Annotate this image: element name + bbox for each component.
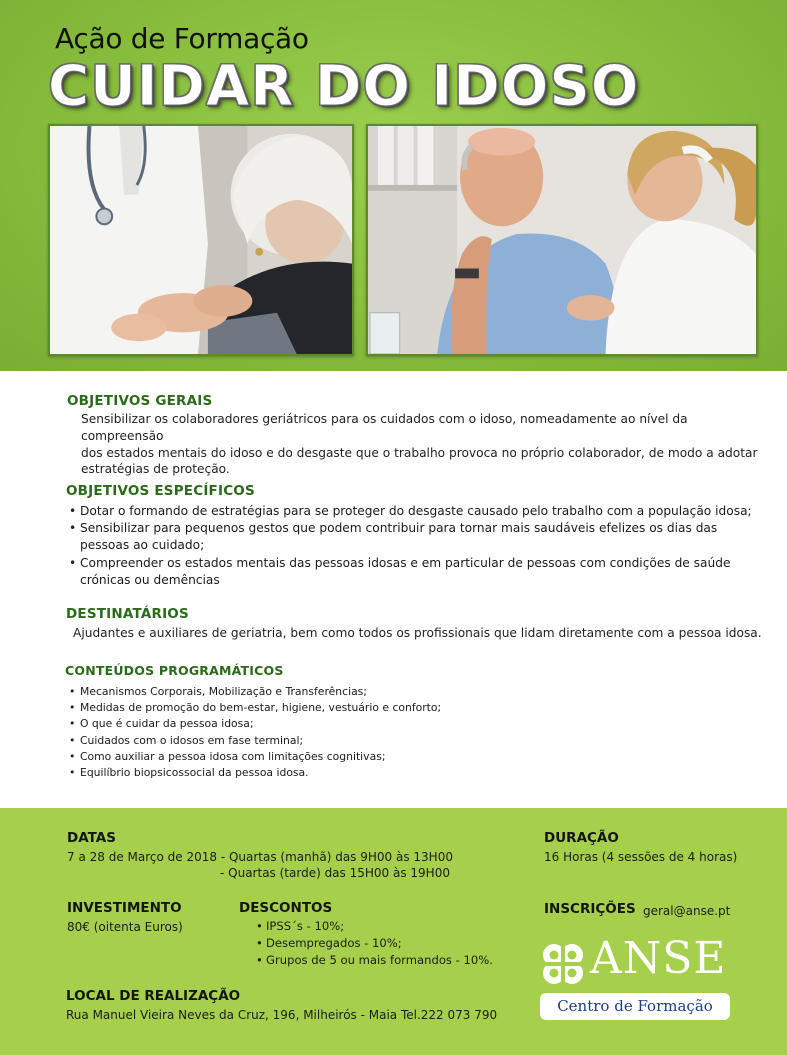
list-item: • Dotar o formando de estratégias para se proteger do desgaste causado pelo trabalho com a população idosa;: [80, 503, 770, 520]
list-item: • Compreender os estados mentais das pessoas idosas e em particular de pessoas com condições de saúde crónicas ou demências: [80, 555, 770, 589]
logo-name: ANSE: [590, 933, 727, 984]
conteudos-heading: CONTEÚDOS PROGRAMÁTICOS: [65, 663, 284, 678]
objetivos-especificos-heading: OBJETIVOS ESPECÍFICOS: [66, 483, 255, 499]
inscricoes-email-link[interactable]: geral@anse.pt: [643, 904, 731, 918]
list-item: • Como auxiliar a pessoa idosa com limitações cognitivas;: [80, 749, 580, 765]
conteudos-list: [80, 684, 580, 781]
investimento-heading: INVESTIMENTO: [67, 900, 182, 916]
duracao-heading: DURAÇÃO: [544, 830, 619, 846]
list-item: • Desempregados - 10%;: [266, 935, 493, 952]
anse-logo: [540, 933, 740, 1023]
photo-elderly-man-with-doctor: [366, 124, 758, 356]
descontos-heading: DESCONTOS: [239, 900, 333, 916]
datas-line-1: 7 a 28 de Março de 2018 - Quartas (manhã) das 9H00 às 13H00: [67, 850, 453, 864]
objetivos-gerais-heading: OBJETIVOS GERAIS: [67, 393, 213, 409]
list-item: • IPSS´s - 10%;: [266, 918, 493, 935]
objetivos-gerais-text: [81, 411, 771, 478]
logo-subtitle: Centro de Formação: [540, 993, 730, 1020]
inscricoes-heading: INSCRIÇÕES: [544, 901, 636, 917]
objetivos-gerais-line: dos estados mentais do idoso e do desgaste que o trabalho provoca no próprio colaborador, de modo a adotar: [81, 445, 758, 460]
objetivos-gerais-line: estratégias de proteção.: [81, 462, 230, 477]
destinatarios-text: Ajudantes e auxiliares de geriatria, bem como todos os profissionais que lidam diretamente com a pessoa idosa.: [73, 626, 762, 640]
list-item: • Grupos de 5 ou mais formandos - 10%.: [266, 952, 493, 969]
list-item: • Medidas de promoção do bem-estar, higiene, vestuário e conforto;: [80, 700, 580, 716]
clover-logo-icon: [540, 941, 586, 987]
photo-nurse-holding-hands: [48, 124, 354, 356]
list-item: • Sensibilizar para pequenos gestos que podem contribuir para tornar mais saudáveis efelizes os dias das pessoas ao cuidado;: [80, 520, 770, 554]
investimento-text: 80€ (oitenta Euros): [67, 920, 183, 934]
course-title: CUIDAR DO IDOSO: [48, 54, 640, 119]
datas-heading: DATAS: [67, 830, 116, 846]
list-item: • Cuidados com o idosos em fase terminal;: [80, 733, 580, 749]
objetivos-especificos-list: [80, 503, 770, 589]
list-item: • Mecanismos Corporais, Mobilização e Transferências;: [80, 684, 580, 700]
local-heading: LOCAL DE REALIZAÇÃO: [66, 988, 241, 1004]
objetivos-gerais-line: Sensibilizar os colaboradores geriátricos para os cuidados com o idoso, nomeadamente ao nível da compreensão: [81, 412, 688, 443]
list-item: • O que é cuidar da pessoa idosa;: [80, 716, 580, 732]
local-address: Rua Manuel Vieira Neves da Cruz, 196, Milheirós - Maia Tel.222 073 790: [66, 1008, 498, 1022]
descontos-list: [266, 918, 493, 968]
duracao-text: 16 Horas (4 sessões de 4 horas): [544, 850, 738, 864]
destinatarios-heading: DESTINATÁRIOS: [66, 606, 189, 622]
list-item: • Equilíbrio biopsicossocial da pessoa idosa.: [80, 765, 580, 781]
header-banner: [0, 0, 787, 371]
datas-line-2: - Quartas (tarde) das 15H00 às 19H00: [220, 866, 450, 880]
course-subtitle: Ação de Formação: [55, 22, 309, 55]
